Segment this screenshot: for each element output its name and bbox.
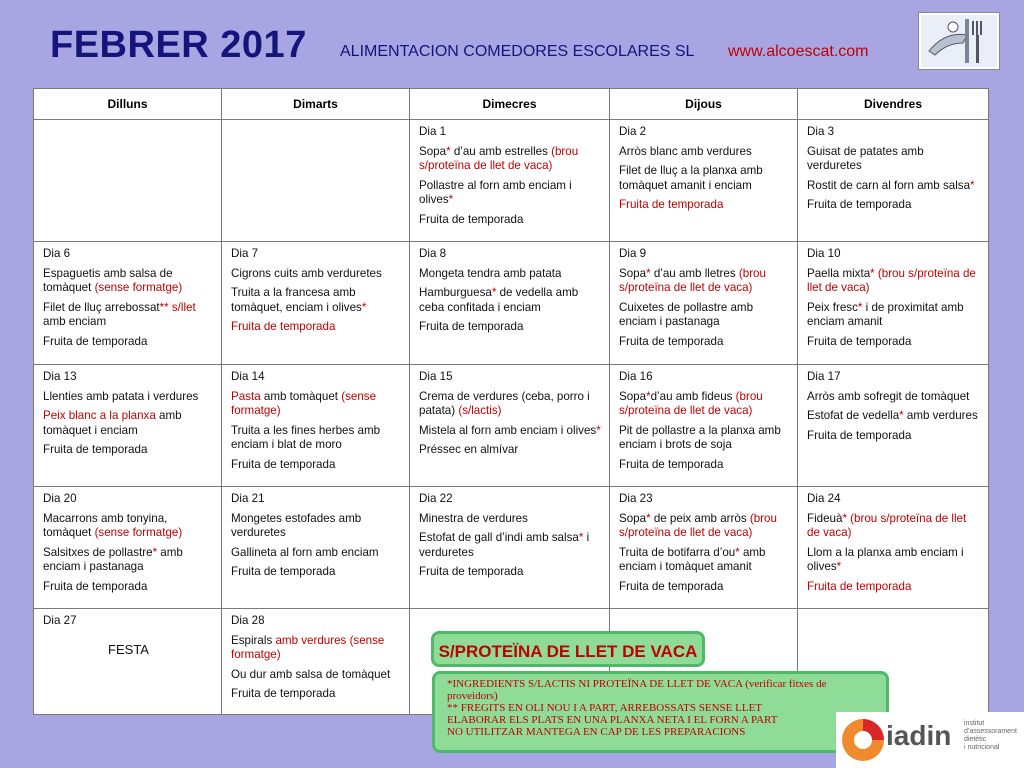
dish-text: Fruita de temporada <box>619 198 724 211</box>
dish-text: Dia 20 <box>43 492 77 505</box>
dish-text: Dia 8 <box>419 247 447 260</box>
dish-line <box>43 390 214 405</box>
dish-text: Sopa <box>419 144 447 158</box>
dish-line <box>807 429 981 444</box>
dish-text: (sense formatge) <box>94 526 183 539</box>
dish-text: Fruita de temporada <box>807 334 912 348</box>
dish-text: Pasta <box>231 389 261 403</box>
dish-line <box>231 687 402 702</box>
day-number <box>43 614 214 629</box>
day-cell <box>34 487 222 609</box>
menu-table <box>33 88 989 715</box>
dish-text: (brou s/proteïna de llet de vaca) <box>619 511 777 539</box>
dish-text: * <box>857 300 863 314</box>
day-cell <box>34 365 222 487</box>
dish-line <box>419 512 602 527</box>
dish-text: Fruita de temporada <box>231 457 336 471</box>
dish-text: (sense formatge) <box>94 281 183 294</box>
dish-text: Dia 3 <box>807 125 835 138</box>
dish-text: Truita a la francesa amb tomàquet, enciam i olives <box>231 286 362 314</box>
day-number <box>231 370 402 385</box>
dish-line <box>419 424 602 439</box>
dish-line <box>419 179 602 208</box>
iadin-subtitle-line: d’assessorament <box>964 728 1017 735</box>
dish-text: Dia 27 <box>43 614 77 627</box>
dish-text: Fruita de temporada <box>419 565 524 578</box>
day-number <box>231 614 402 629</box>
dish-text: * (brou s/proteïna de llet de vaca) <box>807 511 967 539</box>
dish-text: Llenties amb patata i verdures <box>43 389 199 403</box>
day-number <box>419 125 602 140</box>
dish-line <box>43 301 214 330</box>
dish-text: Salsitxes de pollastre <box>43 545 153 559</box>
dish-text: Cigrons cuits amb verduretes <box>231 266 382 280</box>
day-number <box>619 370 790 385</box>
day-cell <box>34 120 222 242</box>
dish-text: Dia 14 <box>231 370 265 383</box>
dish-text: Hamburguesa <box>419 286 492 299</box>
day-cell <box>798 120 989 242</box>
dish-text: amb tomàquet i enciam <box>43 409 182 437</box>
dish-text: * <box>596 423 601 437</box>
dish-line <box>419 443 602 458</box>
dish-line <box>619 267 790 296</box>
dish-text: * <box>735 545 740 559</box>
dish-text: Dia 17 <box>807 370 841 383</box>
dish-text: * <box>448 193 454 206</box>
dish-text: Fruita de temporada <box>807 198 912 211</box>
dish-text: i verduretes <box>419 531 590 559</box>
dish-line <box>231 320 402 335</box>
dish-text: amb tomàquet <box>260 389 342 403</box>
dish-line <box>419 565 602 580</box>
dish-text: Dia 6 <box>43 247 71 260</box>
day-number <box>231 247 402 262</box>
day-number <box>43 247 214 262</box>
dish-text: de vedella amb ceba confitada i enciam <box>419 286 579 314</box>
dish-line <box>231 634 402 663</box>
dish-text: Dia 16 <box>619 370 653 383</box>
day-cell <box>798 242 989 365</box>
dish-text: Fruita de temporada <box>43 443 148 456</box>
dish-line <box>231 458 402 473</box>
dish-text: (brou s/proteïna de llet de vaca) <box>419 144 579 172</box>
note-line: ELABORAR ELS PLATS EN UNA PLANXA NETA I EL FORN A PART <box>447 714 778 726</box>
dish-text: Dia 22 <box>419 492 453 505</box>
cutlery-icon <box>919 13 999 69</box>
dish-text: Dia 21 <box>231 492 265 505</box>
day-cell <box>410 487 610 609</box>
dish-text: Mongetes estofades amb verduretes <box>231 511 362 539</box>
day-header: Dijous <box>610 89 798 120</box>
dish-text: Fruita de temporada <box>231 565 336 578</box>
dish-line <box>807 546 981 575</box>
dish-line <box>43 267 214 296</box>
dish-line <box>43 546 214 575</box>
dish-text: (s/lactis) <box>458 404 502 417</box>
dish-text: Dia 10 <box>807 247 841 260</box>
dish-text: * <box>836 560 842 573</box>
dish-text: * <box>152 545 158 559</box>
dish-line <box>231 424 402 453</box>
week-row <box>34 242 989 365</box>
dish-line <box>43 512 214 541</box>
iadin-emblem-icon <box>840 717 886 763</box>
dish-text: Guisat de patates amb verduretes <box>807 144 924 172</box>
day-header: Dimecres <box>410 89 610 120</box>
dish-line <box>43 580 214 595</box>
dish-line <box>231 546 402 561</box>
dish-text: Préssec en almívar <box>419 443 519 456</box>
dish-text: Dia 2 <box>619 125 647 138</box>
cutlery-logo <box>918 12 1000 70</box>
dish-text: Macarrons amb tonyina, tomàquet <box>43 511 168 539</box>
dish-text: Fruita de temporada <box>807 428 912 442</box>
day-number <box>43 492 214 507</box>
dish-text: de peix amb arròs <box>650 511 750 525</box>
company-name: ALIMENTACION COMEDORES ESCOLARES SL <box>340 43 695 60</box>
note-line: NO UTILITZAR MANTEGA EN CAP DE LES PREPARACIONS <box>447 726 746 738</box>
dish-text: Ou dur amb salsa de tomàquet <box>231 667 391 681</box>
dish-text: Espirals <box>231 633 276 647</box>
day-cell <box>610 120 798 242</box>
day-cell <box>410 365 610 487</box>
iadin-logo <box>836 712 1024 768</box>
dish-text: amb enciam i pastanaga <box>43 545 183 573</box>
dish-text: * <box>970 178 975 192</box>
dish-text: (brou s/proteïna de llet de vaca) <box>619 389 763 417</box>
dish-text: amb enciam <box>43 315 107 328</box>
dish-text: Fideuà <box>807 511 843 525</box>
dish-text: amb enciam i tomàquet amanit <box>619 545 766 573</box>
dish-line <box>419 286 602 315</box>
dish-text: * <box>646 389 651 403</box>
dish-line <box>419 145 602 174</box>
dish-text: Llom a la planxa amb enciam i olives <box>807 545 964 573</box>
dish-text: Mongeta tendra amb patata <box>419 266 562 280</box>
dish-text: (sense formatge) <box>231 389 377 417</box>
day-cell <box>222 609 410 715</box>
day-cell <box>222 365 410 487</box>
dish-text: Fruita de temporada <box>619 457 724 471</box>
dish-text: (brou s/proteïna de llet de vaca) <box>619 266 766 294</box>
day-number <box>419 247 602 262</box>
day-number <box>43 370 214 385</box>
dish-text: Peix fresc <box>807 300 858 314</box>
dish-text: Minestra de verdures <box>419 511 528 525</box>
dish-line <box>619 145 790 160</box>
dish-line <box>43 335 214 350</box>
dish-line <box>807 580 981 595</box>
week-row <box>34 120 989 242</box>
day-cell <box>798 365 989 487</box>
dish-line <box>807 198 981 213</box>
dish-line <box>419 213 602 228</box>
dish-line <box>619 546 790 575</box>
dish-line <box>43 443 214 458</box>
day-cell <box>610 242 798 365</box>
dish-text: Fruita de temporada <box>619 579 724 593</box>
dish-text: Mistela al forn amb enciam i olives <box>419 423 597 437</box>
dish-text: Filet de lluç a la planxa amb tomàquet amanit i enciam <box>619 164 763 192</box>
dish-text: Dia 23 <box>619 492 653 505</box>
day-cell <box>410 120 610 242</box>
dish-text: Truita a les fines herbes amb enciam i blat de moro <box>231 423 381 451</box>
dish-text: i de proximitat amb enciam amanit <box>807 300 964 328</box>
notes-box <box>432 671 889 753</box>
day-cell <box>222 242 410 365</box>
dish-text: Gallineta al forn amb enciam <box>231 545 379 559</box>
day-number <box>231 492 402 507</box>
dish-text: Estofat de vedella <box>807 409 900 422</box>
dish-text: Crema de verdures (ceba, porro i patata) <box>419 389 590 417</box>
dish-text: Sopa <box>619 389 647 403</box>
day-cell <box>222 120 410 242</box>
note-line: *INGREDIENTS S/LACTIS NI PROTEÏNA DE LLET DE VACA (verificar fitxes de proveidors) <box>447 678 827 702</box>
dish-line <box>619 198 790 213</box>
day-cell <box>410 242 610 365</box>
dish-text: d’au amb estrelles <box>450 144 552 158</box>
dish-text: Arròs blanc amb verdures <box>619 144 752 158</box>
dish-text: * <box>578 531 584 544</box>
dish-text: Fruita de temporada <box>419 320 524 333</box>
week-row <box>34 487 989 609</box>
dish-line <box>619 424 790 453</box>
dish-line <box>231 512 402 541</box>
dish-line <box>807 267 981 296</box>
dish-text: * <box>646 266 651 280</box>
day-number <box>419 370 602 385</box>
dish-line <box>619 335 790 350</box>
dish-line <box>619 301 790 330</box>
day-number <box>619 492 790 507</box>
day-number <box>807 370 981 385</box>
dish-line <box>807 390 981 405</box>
dish-text: Truita de botifarra d’ou <box>619 545 736 559</box>
day-number <box>619 247 790 262</box>
day-number <box>807 247 981 262</box>
day-cell <box>34 242 222 365</box>
dish-text: Sopa <box>619 511 647 525</box>
dish-text: Fruita de temporada <box>807 579 912 593</box>
dish-text: Fruita de temporada <box>419 212 524 226</box>
dish-line <box>619 390 790 419</box>
day-cell <box>222 487 410 609</box>
header-row <box>34 89 989 120</box>
dish-text: * <box>899 409 904 422</box>
day-number <box>619 125 790 140</box>
dish-text: amb verdures <box>903 409 978 422</box>
dish-text: Dia 24 <box>807 492 841 505</box>
day-cell <box>34 609 222 715</box>
dish-text: Pit de pollastre a la planxa amb enciam i brots de soja <box>619 423 781 451</box>
day-cell <box>798 487 989 609</box>
day-header: Dimarts <box>222 89 410 120</box>
iadin-subtitle-line: i nutricional <box>964 744 1000 751</box>
dish-text: Espaguetis amb salsa de tomàquet <box>43 266 173 294</box>
website-link[interactable]: www.alcoescat.com <box>728 43 869 60</box>
dish-text: d’au amb lletres <box>650 266 739 280</box>
dish-line <box>807 335 981 350</box>
dish-text: Dia 9 <box>619 247 647 260</box>
protein-free-label: S/PROTEÏNA DE LLET DE VACA <box>431 631 705 667</box>
note-line: ** FREGITS EN OLI NOU I A PART, ARREBOSSATS SENSE LLET <box>447 702 763 714</box>
dish-text: Dia 1 <box>419 125 447 138</box>
dish-text: * <box>361 300 367 314</box>
dish-line <box>231 286 402 315</box>
dish-line <box>807 512 981 541</box>
day-header: Dilluns <box>34 89 222 120</box>
dish-text: Dia 15 <box>419 370 453 383</box>
dish-text: amb verdures (sense formatge) <box>231 633 385 661</box>
page-title: FEBRER 2017 <box>50 24 307 66</box>
dish-text: * (brou s/proteïna de llet de vaca) <box>807 266 976 294</box>
dish-line <box>231 267 402 282</box>
dish-line <box>43 409 214 438</box>
dish-text: * <box>491 286 497 299</box>
dish-text: Estofat de gall d’indi amb salsa <box>419 531 579 544</box>
dish-text: Filet de lluç arrebossat <box>43 300 160 314</box>
dish-line <box>231 565 402 580</box>
day-cell <box>610 365 798 487</box>
dish-text: Pollastre al forn amb enciam i olives <box>419 178 572 206</box>
day-header: Divendres <box>798 89 989 120</box>
dish-line <box>619 164 790 193</box>
iadin-subtitle-line: dietètic <box>964 736 987 743</box>
dish-text: * <box>646 511 651 525</box>
dish-text: Dia 7 <box>231 247 259 260</box>
holiday-label: FESTA <box>108 641 149 657</box>
dish-line <box>419 320 602 335</box>
dish-line <box>619 512 790 541</box>
day-number <box>807 125 981 140</box>
dish-text: Sopa <box>619 266 647 280</box>
dish-text: ** s/llet <box>159 300 196 314</box>
dish-text: Peix blanc a la planxa <box>43 409 156 422</box>
dish-text: Arròs amb sofregit de tomàquet <box>807 389 970 403</box>
dish-text: Cuixetes de pollastre amb enciam i pastanaga <box>619 300 754 328</box>
dish-line <box>419 267 602 282</box>
dish-text: d’au amb fideus <box>650 389 736 403</box>
dish-line <box>807 179 981 194</box>
dish-text: Fruita de temporada <box>231 320 336 333</box>
dish-text: Fruita de temporada <box>43 334 148 348</box>
iadin-name: iadin <box>886 720 952 751</box>
iadin-subtitle-line: institut <box>964 720 985 727</box>
dish-line <box>619 458 790 473</box>
dish-line <box>807 301 981 330</box>
dish-text: * <box>446 144 451 158</box>
iadin-subtitle <box>964 720 1017 752</box>
dish-text: Fruita de temporada <box>619 334 724 348</box>
dish-line <box>231 390 402 419</box>
dish-line <box>231 668 402 683</box>
dish-line <box>419 531 602 560</box>
dish-line <box>807 409 981 424</box>
day-cell <box>610 487 798 609</box>
day-number <box>419 492 602 507</box>
week-row <box>34 365 989 487</box>
dish-text: Fruita de temporada <box>231 687 336 700</box>
dish-line <box>807 145 981 174</box>
dish-line <box>619 580 790 595</box>
dish-text: Fruita de temporada <box>43 579 148 593</box>
day-number <box>807 492 981 507</box>
dish-text: Rostit de carn al forn amb salsa <box>807 178 971 192</box>
dish-text: Dia 13 <box>43 370 77 383</box>
dish-line <box>419 390 602 419</box>
dish-text: Paella mixta <box>807 266 871 280</box>
dish-text: Dia 28 <box>231 614 265 627</box>
